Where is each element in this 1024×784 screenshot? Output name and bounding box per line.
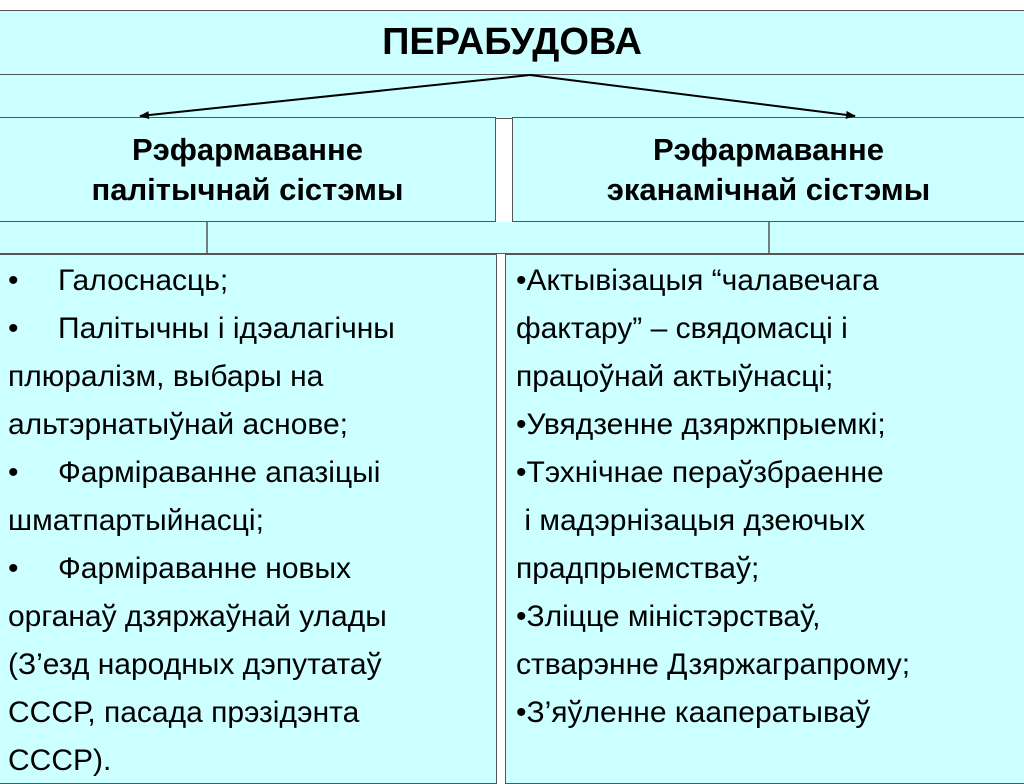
list-line: •Актывізацыя “чалавечага — [516, 264, 879, 297]
list-line: СССР, пасада прэзідэнта — [8, 696, 360, 729]
list-line: •Тэхнічнае пераўзбраенне — [516, 456, 884, 489]
bullet: • — [8, 456, 19, 489]
list-line: працоўнай актыўнасці; — [516, 360, 834, 393]
list-line: альтэрнатыўнай аснове; — [8, 408, 349, 441]
list-line: • Фарміраванне новых — [8, 545, 496, 593]
left-heading-box — [0, 117, 496, 222]
list-line: •Зліцце міністэрстваў, — [516, 600, 821, 633]
list-line: фактару” – свядомасці і — [516, 312, 848, 345]
list-line: і мадэрнізацыя дзеючых — [516, 504, 866, 537]
bullet: • — [8, 264, 19, 297]
bullet: • — [8, 312, 19, 345]
bullet: • — [8, 552, 19, 585]
list-line: стварэнне Дзяржаграпрому; — [516, 648, 911, 681]
left-heading-line1: Рэфармаванне — [131, 131, 364, 167]
list-line: плюралізм, выбары на — [8, 360, 324, 393]
list-line: органаў дзяржаўнай улады — [8, 600, 387, 633]
list-line: • Палітычны і ідэалагічны — [8, 305, 496, 353]
connector-band — [0, 222, 1024, 254]
title-box — [0, 10, 1024, 75]
list-line: (З’езд народных дэпутатаў — [8, 648, 382, 681]
list-line: прадпрыемстваў; — [516, 552, 760, 585]
left-list-box — [0, 254, 497, 784]
list-line: СССР). — [8, 744, 112, 777]
list-line: шматпартыйнасці; — [8, 504, 264, 537]
right-heading-box — [512, 117, 1024, 222]
right-heading-line2: эканамічнай сістэмы — [606, 171, 931, 207]
list-line: • Фарміраванне апазіцыі — [8, 449, 496, 497]
right-list-box — [505, 254, 1024, 784]
list-line: • Галоснасць; — [8, 257, 496, 305]
list-line: •З’яўленне кааператываў — [516, 696, 871, 729]
right-heading-line1: Рэфармаванне — [652, 131, 885, 167]
page-title: ПЕРАБУДОВА — [382, 21, 642, 63]
list-line: •Увядзенне дзяржпрыемкі; — [516, 408, 886, 441]
arrow-band — [0, 75, 1024, 119]
left-heading-line2: палітычнай сістэмы — [91, 171, 404, 207]
